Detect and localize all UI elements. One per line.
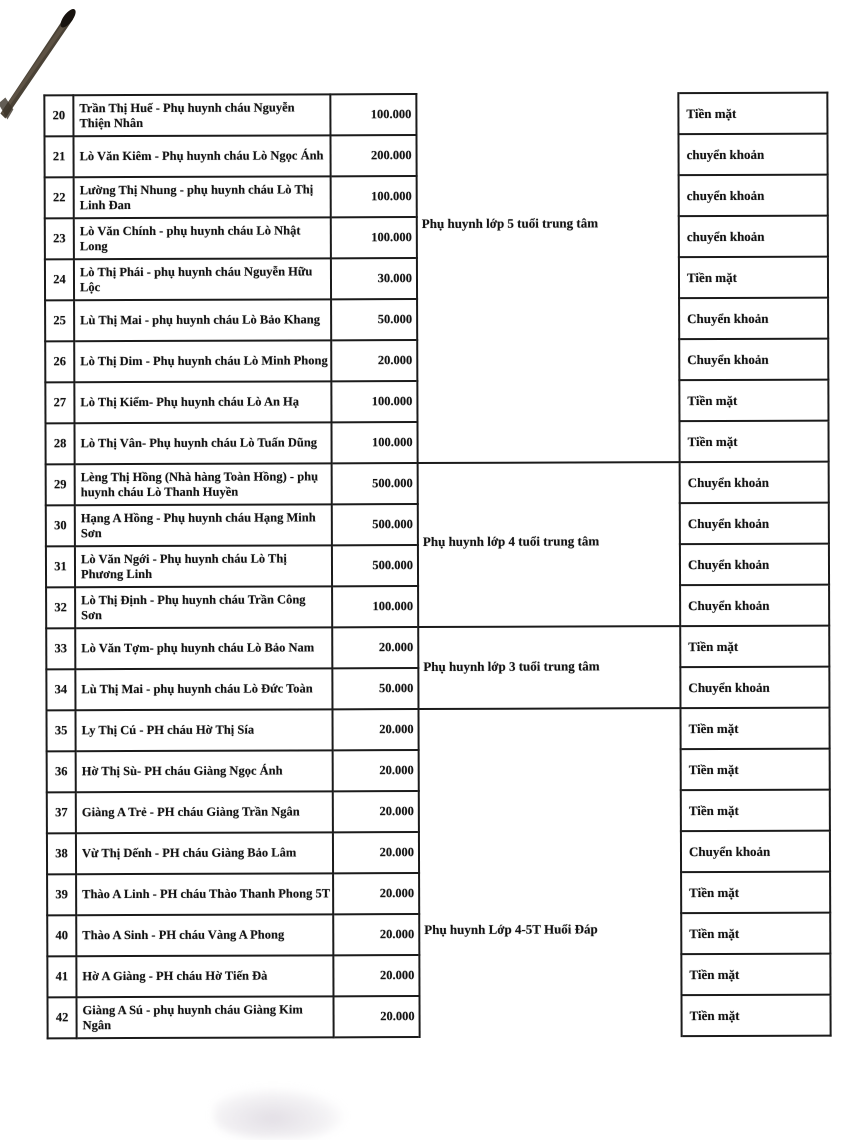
donor-name-cell: Hạng A Hồng - Phụ huynh cháu Hạng Minh Sơn bbox=[75, 504, 332, 546]
amount-cell: 50.000 bbox=[331, 299, 417, 340]
row-number-cell: 30 bbox=[46, 505, 75, 546]
table-row bbox=[46, 708, 829, 752]
donor-name-cell: Vừ Thị Dếnh - PH cháu Giàng Bảo Lâm bbox=[76, 832, 333, 874]
row-number-cell: 29 bbox=[46, 464, 75, 505]
amount-cell: 100.000 bbox=[330, 94, 416, 135]
donor-name-cell: Thào A Linh - PH cháu Thào Thanh Phong 5T bbox=[76, 873, 333, 915]
row-number-cell: 27 bbox=[45, 382, 74, 423]
donor-name-cell: Giàng A Trẻ - PH cháu Giàng Trần Ngân bbox=[76, 791, 333, 833]
amount-cell: 50.000 bbox=[332, 668, 418, 709]
row-number-cell: 41 bbox=[47, 956, 76, 997]
amount-cell: 500.000 bbox=[332, 463, 418, 504]
table-row bbox=[44, 93, 827, 137]
row-number-cell: 31 bbox=[46, 546, 75, 587]
payment-method-cell: chuyển khoản bbox=[679, 175, 828, 217]
donor-name-cell: Lò Văn Ngới - Phụ huynh cháu Lò Thị Phương Linh bbox=[75, 545, 332, 587]
payment-method-cell: Chuyển khoản bbox=[679, 298, 828, 340]
row-number-cell: 24 bbox=[45, 259, 74, 300]
table-row bbox=[46, 626, 829, 670]
group-label: Phụ huynh lớp 3 tuổi trung tâm bbox=[423, 658, 600, 675]
donor-name-cell: Lò Thị Phái - phụ huynh cháu Nguyễn Hữu Lộc bbox=[74, 258, 331, 300]
payment-method-cell: Chuyển khoản bbox=[681, 831, 830, 873]
row-number-cell: 34 bbox=[46, 669, 75, 710]
amount-cell: 20.000 bbox=[333, 873, 419, 914]
amount-cell: 20.000 bbox=[333, 832, 419, 873]
amount-cell: 20.000 bbox=[333, 791, 419, 832]
amount-cell: 20.000 bbox=[333, 914, 419, 955]
donor-name-cell: Hờ A Giàng - PH cháu Hờ Tiến Đà bbox=[76, 955, 333, 997]
payment-method-cell: Chuyển khoản bbox=[680, 462, 829, 504]
payment-method-cell: Chuyển khoản bbox=[680, 667, 829, 709]
payment-method-cell: Chuyển khoản bbox=[680, 503, 829, 545]
group-label-cell bbox=[418, 708, 681, 1037]
donor-name-cell: Giàng A Sú - phụ huynh cháu Giàng Kim Ngân bbox=[76, 996, 333, 1038]
row-number-cell: 26 bbox=[45, 341, 74, 382]
donor-name-cell: Lèng Thị Hồng (Nhà hàng Toàn Hồng) - phụ huynh cháu Lò Thanh Huyền bbox=[75, 463, 332, 505]
donor-name-cell: Trần Thị Huế - Phụ huynh cháu Nguyễn Thiện Nhân bbox=[73, 94, 330, 136]
row-number-cell: 28 bbox=[45, 423, 74, 464]
payment-method-cell: Tiền mặt bbox=[681, 954, 830, 996]
group-label-cell bbox=[418, 626, 680, 709]
row-number-cell: 39 bbox=[47, 874, 76, 915]
row-number-cell: 20 bbox=[44, 95, 73, 136]
group-label-cell bbox=[418, 462, 681, 627]
donor-name-cell: Lò Văn Kiêm - Phụ huynh cháu Lò Ngọc Ánh bbox=[73, 135, 330, 177]
payment-method-cell: Tiền mặt bbox=[678, 93, 827, 135]
amount-cell: 20.000 bbox=[332, 627, 418, 668]
donor-name-cell: Lù Thị Mai - phụ huynh cháu Lò Bảo Khang bbox=[74, 299, 331, 341]
donor-name-cell: Lò Thị Kiểm- Phụ huynh cháu Lò An Hạ bbox=[74, 381, 331, 423]
payment-method-cell: Tiền mặt bbox=[681, 913, 830, 955]
row-number-cell: 23 bbox=[45, 218, 74, 259]
payment-method-cell: Tiền mặt bbox=[679, 257, 828, 299]
row-number-cell: 22 bbox=[45, 177, 74, 218]
payment-method-cell: Chuyển khoản bbox=[680, 544, 829, 586]
payment-method-cell: Chuyển khoản bbox=[680, 585, 829, 627]
row-number-cell: 25 bbox=[45, 300, 74, 341]
amount-cell: 20.000 bbox=[333, 955, 419, 996]
payment-method-cell: Chuyển khoản bbox=[679, 339, 828, 381]
amount-cell: 500.000 bbox=[332, 504, 418, 545]
payment-method-cell: Tiền mặt bbox=[681, 790, 830, 832]
row-number-cell: 33 bbox=[46, 628, 75, 669]
row-number-cell: 40 bbox=[47, 915, 76, 956]
row-number-cell: 37 bbox=[47, 792, 76, 833]
donor-name-cell: Lò Thị Định - Phụ huynh cháu Trần Công Sơn bbox=[75, 586, 332, 628]
row-number-cell: 35 bbox=[46, 710, 75, 751]
amount-cell: 100.000 bbox=[331, 381, 417, 422]
donation-table bbox=[43, 92, 831, 1040]
group-label: Phụ huynh lớp 4 tuổi trung tâm bbox=[422, 533, 600, 550]
row-number-cell: 36 bbox=[47, 751, 76, 792]
group-label: Phụ huynh Lớp 4-5T Huổi Đáp bbox=[424, 921, 598, 938]
payment-method-cell: Tiền mặt bbox=[679, 380, 828, 422]
amount-cell: 100.000 bbox=[331, 217, 417, 258]
payment-method-cell: chuyển khoản bbox=[678, 134, 827, 176]
donor-name-cell: Lò Thị Vân- Phụ huynh cháu Lò Tuấn Dũng bbox=[74, 422, 331, 464]
payment-method-cell: Tiền mặt bbox=[680, 626, 829, 668]
amount-cell: 20.000 bbox=[333, 996, 419, 1037]
payment-method-cell: Tiền mặt bbox=[681, 749, 830, 791]
payment-method-cell: Tiền mặt bbox=[681, 995, 830, 1037]
amount-cell: 20.000 bbox=[331, 340, 417, 381]
row-number-cell: 21 bbox=[44, 136, 73, 177]
group-label: Phụ huynh lớp 5 tuổi trung tâm bbox=[421, 215, 599, 232]
payment-method-cell: chuyển khoản bbox=[679, 216, 828, 258]
payment-method-cell: Tiền mặt bbox=[681, 872, 830, 914]
donor-name-cell: Lò Văn Chính - phụ huynh cháu Lò Nhật Long bbox=[74, 217, 331, 259]
donor-name-cell: Thào A Sinh - PH cháu Vàng A Phong bbox=[76, 914, 333, 956]
table-row bbox=[46, 462, 829, 506]
row-number-cell: 38 bbox=[47, 833, 76, 874]
row-number-cell: 32 bbox=[46, 587, 75, 628]
amount-cell: 30.000 bbox=[331, 258, 417, 299]
scan-smudge bbox=[214, 1088, 344, 1138]
row-number-cell: 42 bbox=[47, 997, 76, 1038]
amount-cell: 200.000 bbox=[330, 135, 416, 176]
donation-table-body bbox=[44, 93, 830, 1039]
amount-cell: 100.000 bbox=[331, 176, 417, 217]
amount-cell: 100.000 bbox=[331, 422, 417, 463]
amount-cell: 20.000 bbox=[333, 750, 419, 791]
donor-name-cell: Ly Thị Cú - PH cháu Hờ Thị Sía bbox=[75, 709, 332, 751]
donor-name-cell: Lò Thị Dim - Phụ huynh cháu Lò Minh Phong bbox=[74, 340, 331, 382]
donor-name-cell: Lường Thị Nhung - phụ huynh cháu Lò Thị Linh Đan bbox=[74, 176, 331, 218]
donor-name-cell: Lò Văn Tợm- phụ huynh cháu Lò Bảo Nam bbox=[75, 627, 332, 669]
amount-cell: 100.000 bbox=[332, 586, 418, 627]
payment-method-cell: Tiền mặt bbox=[680, 708, 829, 750]
donor-name-cell: Hờ Thị Sù- PH cháu Giàng Ngọc Ánh bbox=[76, 750, 333, 792]
donor-name-cell: Lù Thị Mai - phụ huynh cháu Lò Đức Toàn bbox=[75, 668, 332, 710]
amount-cell: 20.000 bbox=[332, 709, 418, 750]
payment-method-cell: Tiền mặt bbox=[679, 421, 828, 463]
amount-cell: 500.000 bbox=[332, 545, 418, 586]
group-label-cell bbox=[416, 93, 679, 463]
